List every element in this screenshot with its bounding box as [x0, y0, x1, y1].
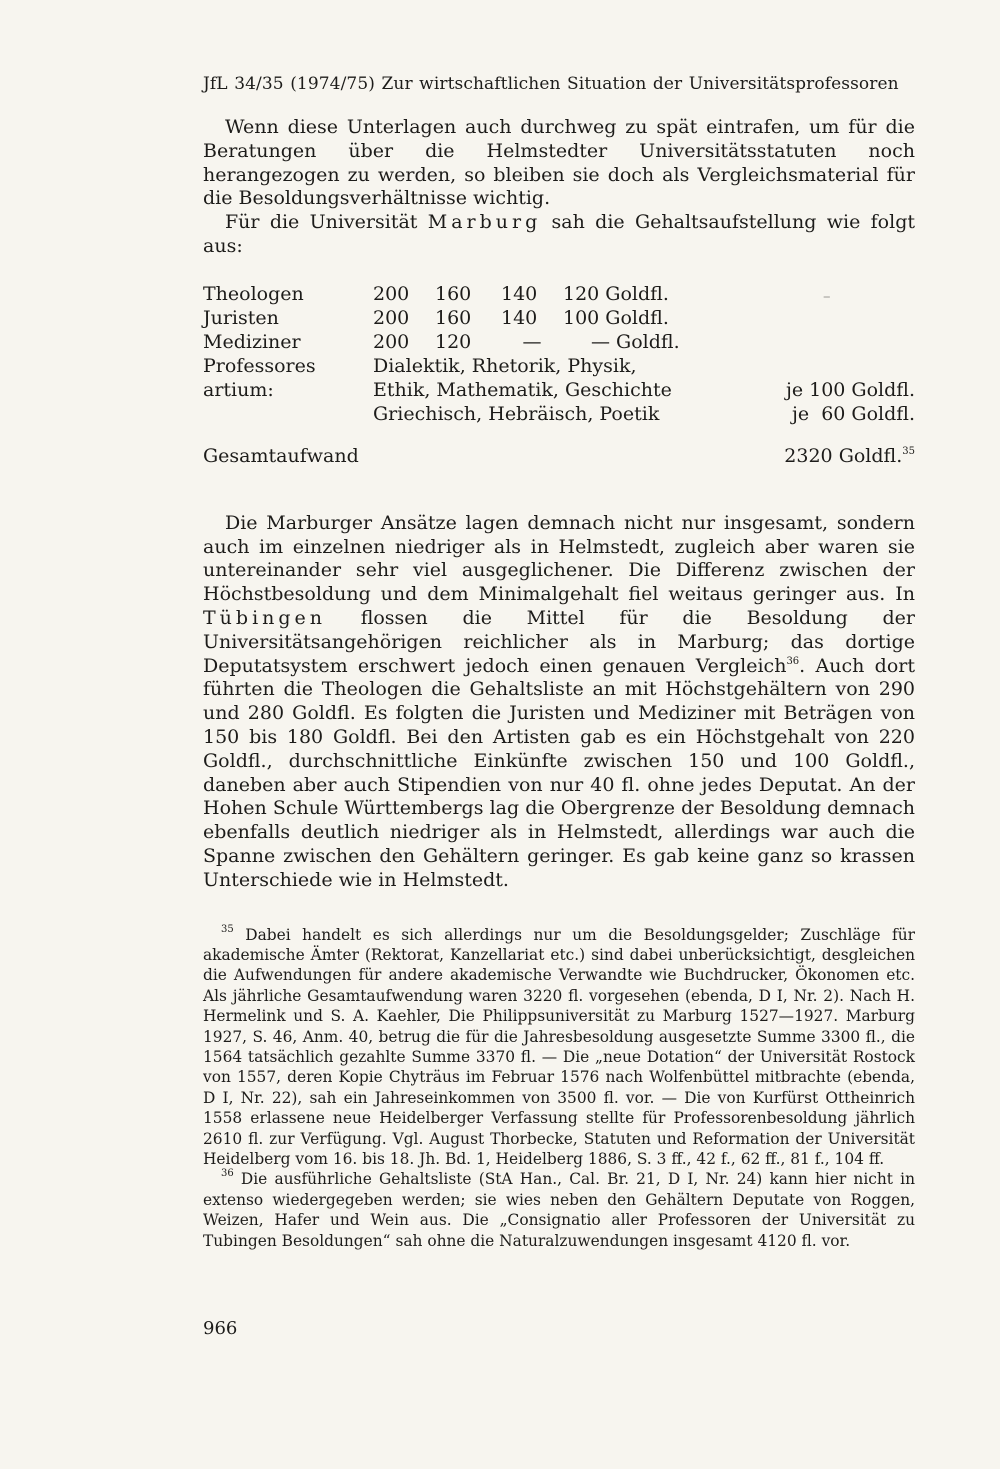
- salary-value: 140: [501, 306, 538, 329]
- total-label: Gesamtaufwand: [203, 444, 359, 467]
- artes-amount: je 100 Goldfl.: [785, 378, 915, 401]
- place-marburg: Marburg: [427, 211, 542, 234]
- footnote-text: Dabei handelt es sich allerdings nur um die Besoldungsgelder; Zuschläge für akademische Ämter (Rektorat, Kanzellariat etc.) sind dabei unberücksichtigt, desgleichen die Aufwendungen für andere akademische Verwandte wie Buchdrucker, Ökonomen etc. Als jährliche Gesamtaufwendung waren 3220 fl. vorgesehen (ebenda, D I, Nr. 2). Nach H. Hermelink und S. A. Kaehler, Die Philippsuniversität zu Marburg 1527—1927. Marburg 1927, S. 46, Anm. 40, betrug die für die Jahresbesoldung ausgesetzte Summe 3300 fl., die 1564 tatsächlich gezahlte Summe 3370 fl. — Die „neue Dotation“ der Universität Rostock von 1557, deren Kopie Chyträus im Februar 1576 nach Wolfenbüttel mitbrachte (ebenda, D I, Nr. 22), sah ein Jahreseinkommen von 3500 fl. vor. — Die von Kurfürst Ottheinrich 1558 erlassene neue Heidelberger Verfassung stellte für Professorenbesoldung jährlich 2610 fl. zur Verfügung. Vgl. August Thorbecke, Statuten und Reformation der Universität Heidelberg vom 16. bis 18. Jh. Bd. 1, Heidelberg 1886, S. 3 ff., 42 f., 62 ff., 81 f., 104 ff.: [203, 925, 915, 1168]
- stray-mark: –: [823, 286, 831, 305]
- salary-value: 140: [501, 282, 538, 305]
- salary-row-mediziner: [203, 330, 915, 354]
- artes-subjects: Ethik, Mathematik, Geschichte: [373, 378, 672, 401]
- salary-row-artes-3: [203, 402, 915, 426]
- artes-amount: je 60 Goldfl.: [792, 402, 915, 425]
- salary-row-artes-1: [203, 354, 915, 378]
- salary-value: —: [522, 330, 542, 353]
- footnote-number: 35: [221, 923, 234, 935]
- paragraph-2: [203, 211, 915, 259]
- faculty-name: Theologen: [203, 282, 304, 305]
- salary-row-total: [203, 444, 915, 468]
- page-number: 966: [203, 1318, 238, 1339]
- salary-value: 200: [373, 330, 410, 353]
- salary-value: 200: [373, 306, 410, 329]
- footnote-ref-35: 35: [902, 445, 915, 457]
- salary-value: 160: [435, 306, 472, 329]
- salary-row-theologen: [203, 282, 915, 306]
- footnote-36: [203, 1169, 915, 1251]
- footnote-text: Die ausführliche Gehaltsliste (StA Han., Cal. Br. 21, D I, Nr. 24) kann hier nicht in extenso wiedergegeben werden; sie wies neben den Gehältern Deputate von Roggen, Weizen, Hafer und Wein aus. Die „Consignatio aller Professoren der Universität zu Tubingen Besoldungen“ sah ohne die Naturalzuwendungen insgesamt 4120 fl. vor.: [203, 1170, 915, 1250]
- faculty-name: Juristen: [203, 306, 279, 329]
- artes-subjects: Griechisch, Hebräisch, Poetik: [373, 402, 660, 425]
- faculty-name: Mediziner: [203, 330, 301, 353]
- page-body: [203, 72, 915, 1251]
- footnote-number: 36: [221, 1168, 234, 1180]
- faculty-name: Professores: [203, 354, 316, 377]
- paragraph-1: Wenn diese Unterlagen auch durchweg zu spät eintrafen, um für die Beratungen über die Helmstedter Universitätsstatuten noch herangezogen zu werden, so bleiben sie doch als Vergleichsmaterial für die Besoldungsverhältnisse wichtig.: [203, 116, 915, 210]
- salary-row-artes-2: [203, 378, 915, 402]
- salary-value: 100 Goldfl.: [563, 306, 669, 329]
- faculty-name: artium:: [203, 378, 274, 401]
- salary-table: [203, 282, 915, 468]
- place-tuebingen: Tübingen: [203, 606, 327, 629]
- salary-value: 160: [435, 282, 472, 305]
- running-head: JfL 34/35 (1974/75) Zur wirtschaftlichen Situation der Universitätsprofessoren: [203, 74, 899, 94]
- salary-value: 120: [435, 330, 472, 353]
- paragraph-2-after: sah die Gehaltsaufstellung wie folgt aus:: [203, 211, 915, 257]
- paragraph-2-before: Für die Universität: [225, 211, 428, 234]
- paragraph-3: Die Marburger Ansätze lagen demnach nicht nur insgesamt, sondern auch im einzelnen niedriger als in Helmstedt, zugleich aber waren sie untereinander sehr viel ausgeglichener. Die Differenz zwischen der Höchstbesoldung und dem Minimalgehalt fiel weitaus geringer aus. In Tübingen flossen die Mittel für die Besoldung der Universitätsangehörigen reichlicher als in Marburg; das dortige Deputatsystem erschwert jedoch einen genauen Vergleich$^{36}$. Auch dort führten die Theologen die Gehaltsliste an mit Höchstgehältern von 290 und 280 Goldfl. Es folgten die Juristen und Mediziner mit Beträgen von 150 bis 180 Goldfl. Bei den Artisten gab es ein Höchstgehalt von 220 Goldfl., durchschnittliche Einkünfte zwischen 150 und 100 Goldfl., daneben aber auch Stipendien von nur 40 fl. ohne jedes Deputat. An der Hohen Schule Württembergs lag die Obergrenze der Besoldung demnach ebenfalls deutlich niedriger als in Helmstedt, allerdings war auch die Spanne zwischen den Gehältern geringer. Es gab keine ganz so krassen Unterschiede wie in Helmstedt.: [203, 511, 915, 891]
- artes-subjects: Dialektik, Rhetorik, Physik,: [373, 354, 637, 377]
- footnotes: [203, 925, 915, 1252]
- salary-value: — Goldfl.: [591, 330, 680, 353]
- footnote-ref-36: 36: [786, 655, 800, 667]
- salary-value: 120 Goldfl.: [563, 282, 669, 305]
- salary-value: 200: [373, 282, 410, 305]
- total-value: 2320 Goldfl.$^{35}$: [784, 444, 915, 467]
- footnote-35: [203, 925, 915, 1170]
- salary-row-juristen: [203, 306, 915, 330]
